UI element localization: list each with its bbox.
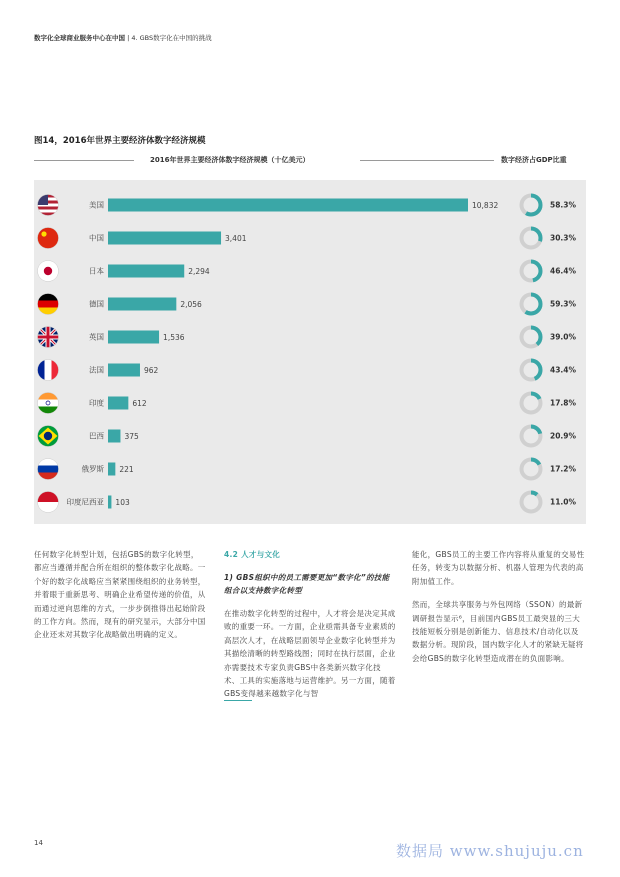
gdp-share-label: 58.3%: [550, 200, 577, 210]
flag-stripe: [38, 473, 59, 480]
paragraph: 任何数字化转型计划，包括GBS的数字化转型，都应当遵循并配合所在组织的整体数字化战略。一个好的数字化战略应当紧紧围绕组织的业务转型，并着眼于重新思考、明确企业希望传递的价值，从而通过逆向思维的方式，一步步倒推得出起始阶段的工作方向。然而，现有的研究显示，大部分中国企业还未对其数字化战略做出明确的定义。: [34, 550, 206, 640]
flag-globe: [44, 432, 52, 440]
flag-stripe: [38, 400, 59, 407]
indonesia-flag-icon: [38, 492, 59, 513]
gdp-share-label: 17.8%: [550, 398, 577, 408]
value-label: 612: [132, 399, 147, 408]
column-end-rule: [224, 700, 252, 701]
watermark: 数据局 www.shujuju.cn: [396, 842, 584, 860]
paragraph: 在推动数字化转型的过程中，人才将会是决定其成败的重要一环。一方面，企业亟需具备专业素质的高层次人才，在战略层面领导企业数字化转型并为其描绘清晰的转型路线图；同时在执行层面，企业亦需要技术专家负责GBS中各类新兴数字化技术、工具的实施落地与运营维护。另一方面，随着GBS变得越来越数字化与智: [224, 609, 396, 699]
flag-stripe: [38, 502, 59, 513]
russia-flag-icon: [38, 459, 59, 480]
flag-star: [41, 231, 46, 236]
value-label: 10,832: [472, 201, 499, 210]
value-label: 2,294: [188, 267, 210, 276]
flag-stripe: [38, 492, 59, 503]
flag-stripe: [38, 393, 59, 400]
flag-stripe: [45, 360, 52, 381]
flag-stripe: [38, 336, 59, 339]
gdp-share-label: 17.2%: [550, 464, 577, 474]
value-label: 375: [124, 432, 139, 441]
page-number: 14: [34, 839, 43, 847]
france-flag-icon: [38, 360, 59, 381]
section-heading: 4.2 人才与文化: [224, 550, 281, 559]
figure-title: 图14，2016年世界主要经济体数字经济规模: [34, 136, 206, 146]
category-label: 法国: [89, 365, 104, 375]
gdp-share-label: 11.0%: [550, 497, 577, 507]
category-label: 英国: [89, 332, 104, 342]
category-label: 巴西: [89, 431, 104, 441]
category-label: 印度: [89, 398, 104, 408]
bar: [108, 298, 176, 311]
category-label: 日本: [89, 266, 104, 276]
text-column-3: [412, 548, 586, 675]
flag-stripe: [38, 459, 59, 466]
japan-flag-icon: [38, 261, 59, 282]
paragraph: 然而，全球共享服务与外包网络（SSON）的最新调研报告显示⁶，目前国内GBS员工最突显的三大技能短板分别是创新能力、信息技术/自动化以及数据分析。现阶段，国内数字化人才的紧缺无疑将会给GBS的数字化转型造成潜在的负面影响。: [412, 600, 584, 663]
flag-stripe: [38, 301, 59, 308]
flag-stripe: [38, 466, 59, 473]
bar: [108, 496, 111, 509]
paragraph: 能化，GBS员工的主要工作内容将从重复的交易性任务，转变为以数据分析、机器人管理为代表的高附加值工作。: [412, 550, 585, 586]
flag-stripe: [38, 210, 59, 213]
flag-stripe: [38, 407, 59, 414]
value-label: 3,401: [225, 234, 247, 243]
donut-track: [522, 493, 541, 512]
header-separator: |: [127, 34, 130, 42]
gdp-share-label: 20.9%: [550, 431, 577, 441]
uk-flag-icon: [38, 327, 59, 348]
bar: [108, 265, 184, 278]
value-label: 962: [143, 366, 159, 375]
bar: [108, 430, 120, 443]
header-chapter: 4. GBS数字化在中国的挑战: [131, 34, 212, 42]
section-subheading: 1) GBS组织中的员工需要更加“数字化”的技能组合以支持数字化转型: [224, 573, 390, 595]
category-label: 中国: [89, 233, 104, 243]
germany-flag-icon: [38, 294, 59, 315]
flag-sun: [44, 267, 52, 275]
bar: [108, 364, 140, 377]
china-flag-icon: [38, 228, 59, 249]
category-label: 德国: [89, 299, 104, 309]
text-column-2: [224, 548, 396, 711]
value-label: 103: [115, 498, 130, 507]
brazil-flag-icon: [38, 426, 59, 447]
us-flag-icon: [38, 195, 59, 216]
gdp-share-label: 59.3%: [550, 299, 577, 309]
flag-stripe: [38, 294, 59, 301]
value-label: 221: [119, 465, 134, 474]
bar: [108, 232, 221, 245]
bar: [108, 199, 468, 212]
gdp-share-label: 46.4%: [550, 266, 577, 276]
gdp-share-label: 30.3%: [550, 233, 577, 243]
flag-stripe: [52, 360, 59, 381]
category-label: 美国: [89, 200, 104, 210]
value-label: 1,536: [163, 333, 185, 342]
bar: [108, 463, 115, 476]
category-label: 印度尼西亚: [66, 497, 104, 507]
text-column-1: [34, 548, 206, 652]
gdp-share-label: 43.4%: [550, 365, 577, 375]
india-flag-icon: [38, 393, 59, 414]
gdp-share-title: 数字经济占GDP比重: [501, 156, 567, 164]
flag-stripe: [38, 360, 45, 381]
category-label: 俄罗斯: [81, 464, 104, 474]
gdp-share-label: 39.0%: [550, 332, 577, 342]
chart-subtitle: 2016年世界主要经济体数字经济规模（十亿美元）: [150, 156, 310, 164]
bar: [108, 331, 159, 344]
header-section: 数字化全球商业服务中心在中国: [34, 34, 125, 42]
flag-stripe: [38, 308, 59, 315]
bar: [108, 397, 128, 410]
value-label: 2,056: [180, 300, 202, 309]
